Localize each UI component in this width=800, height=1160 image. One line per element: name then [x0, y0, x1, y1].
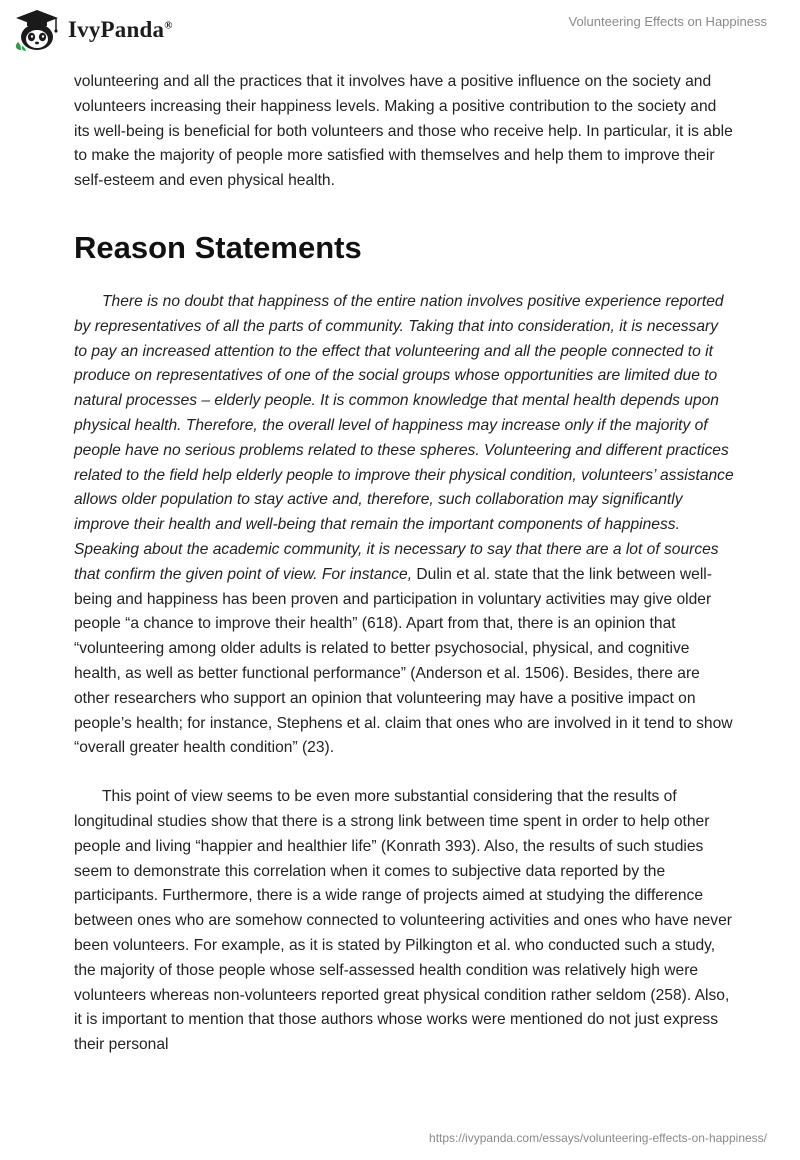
- section-heading: Reason Statements: [74, 229, 362, 265]
- brand-name: IvyPanda®: [68, 17, 173, 42]
- source-url[interactable]: https://ivypanda.com/essays/volunteering-effects-on-happiness/: [429, 1131, 767, 1145]
- italic-text: There is no doubt that happiness of the entire nation involves positive experience reported by representatives of all the parts of community. Taking that into consideration, it is necessary to pay an increased attention to the effect that volunteering and all the people connected to it produce on representatives of one of the social groups whose opportunities are limited due to natural processes – elderly people. It is common knowledge that mental health depends upon physical health. Therefore, the overall level of happiness may increase only if the majority of people have no serious problems related to these spheres. Volunteering and different practices related to the field help elderly people to improve their physical condition, volunteers’ assistance allows older population to stay active and, therefore, such collaboration may significantly improve their health and well-being that remain the important components of happiness. Speaking about the academic community, it is necessary to say that there are a lot of sources that confirm the given point of view. For instance,: [74, 292, 734, 583]
- panda-graduate-icon: [12, 8, 62, 52]
- body-paragraph-2: This point of view seems to be even more substantial considering that the results of longitudinal studies show that there is a strong link between time spent in order to help other people and living “happier and healthier life” (Konrath 393). Also, the results of such studies seem to demonstrate this correlation when it comes to subjective data reported by the participants. Furthermore, there is a wide range of projects aimed at studying the difference between ones who are somehow connected to volunteering activities and ones who have never been volunteers. For example, as it is stated by Pilkington et al. who conducted such a study, the majority of those people whose self-assessed health condition was relatively high were volunteers whereas non-volunteers reported great physical condition rather seldom (258). Also, it is important to mention that those authors whose works were mentioned do not just express their personal: [74, 788, 732, 1054]
- intro-paragraph: volunteering and all the practices that it involves have a positive influence on the society and volunteers increasing their happiness levels. Making a positive contribution to the society and its well-being is beneficial for both volunteers and those who receive help. In particular, it is able to make the majority of people more satisfied with themselves and help them to improve their self-esteem and even physical health.: [74, 73, 733, 190]
- page-header: [0, 0, 800, 60]
- ivypanda-logo[interactable]: [12, 8, 173, 52]
- document-title: Volunteering Effects on Happiness: [568, 14, 767, 29]
- body-paragraph-1: [74, 290, 734, 761]
- regular-text: Dulin et al. state that the link between well-being and happiness has been proven and participation in voluntary activities may give older people “a chance to improve their health” (618). Apart from that, there is an opinion that “volunteering among older adults is related to better psychosocial, physical, and cognitive health, as well as better functional performance” (Anderson et al. 1506). Besides, there are other researchers who support an opinion that volunteering may have a positive impact on people’s health; for instance, Stephens et al. claim that ones who are involved in it tend to show “overall greater health condition” (23).: [74, 565, 733, 757]
- essay-content: [74, 70, 734, 1058]
